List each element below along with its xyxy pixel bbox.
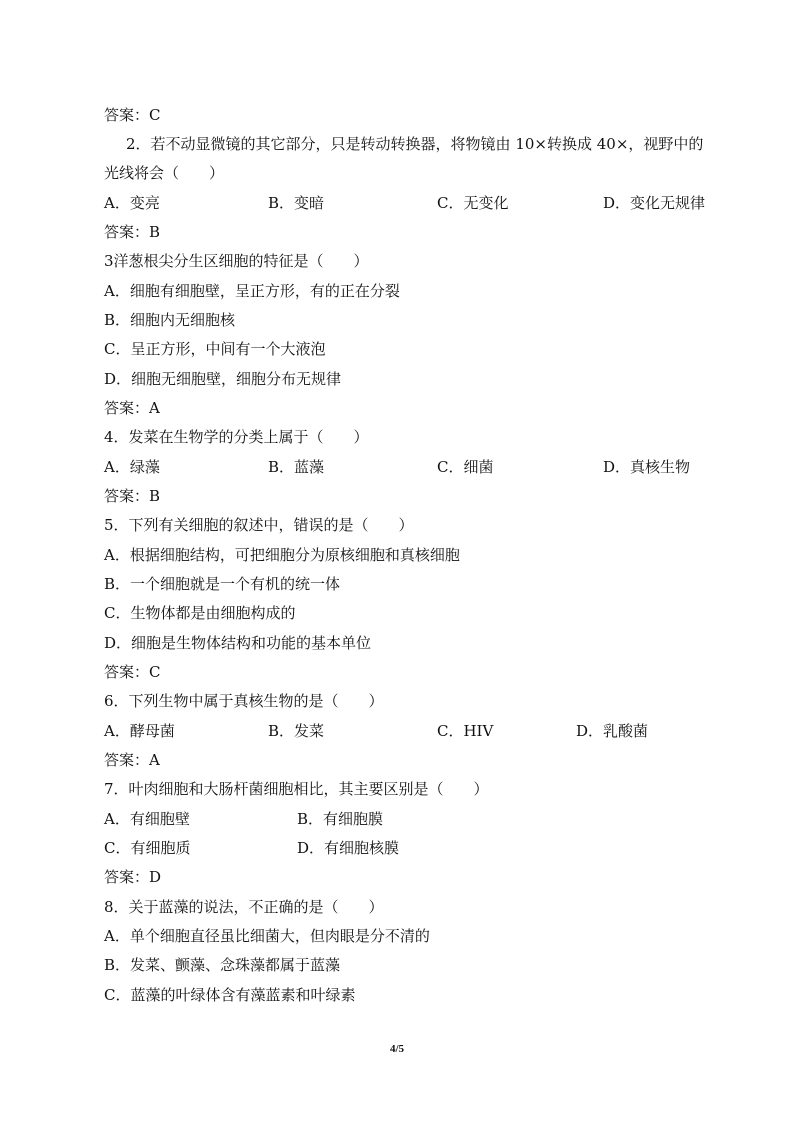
q5-option-c: C．生物体都是由细胞构成的 [104, 604, 296, 622]
q5-option-a: A．根据细胞结构，可把细胞分为原核细胞和真核细胞 [104, 546, 460, 564]
q2-option-b: B．变暗 [268, 194, 325, 212]
q7-option-a: A．有细胞壁 [104, 810, 190, 828]
q3-answer: 答案：A [104, 399, 160, 417]
q3-option-d: D．细胞无细胞壁，细胞分布无规律 [104, 370, 342, 388]
q2-stem-line1: 2．若不动显微镜的其它部分，只是转动转换器，将物镜由 10×转换成 40×，视野中的 [126, 135, 704, 153]
q7-option-b: B．有细胞膜 [297, 810, 384, 828]
q2-answer: 答案：B [104, 223, 161, 241]
q6-option-a: A．酵母菌 [104, 722, 175, 740]
q6-option-b: B．发菜 [268, 722, 325, 740]
page-number: 4/5 [389, 1043, 405, 1055]
q3-option-b: B．细胞内无细胞核 [104, 311, 236, 329]
q4-option-c: C．细菌 [437, 458, 494, 476]
q4-option-b: B．蓝藻 [268, 458, 325, 476]
q2-option-c: C．无变化 [437, 194, 509, 212]
q5-stem: 5．下列有关细胞的叙述中，错误的是（ ） [104, 516, 414, 534]
q4-stem: 4．发菜在生物学的分类上属于（ ） [104, 428, 369, 446]
q4-option-a: A．绿藻 [104, 458, 160, 476]
q2-stem-line2: 光线将会（ ） [104, 164, 225, 182]
q3-option-c: C．呈正方形，中间有一个大液泡 [104, 340, 326, 358]
q2-option-a: A．变亮 [104, 194, 160, 212]
q4-answer: 答案：B [104, 487, 161, 505]
q1-answer: 答案：C [104, 106, 161, 124]
q6-option-c: C．HIV [437, 722, 494, 740]
q8-option-b: B．发菜、颤藻、念珠藻都属于蓝藻 [104, 956, 341, 974]
q8-stem: 8．关于蓝藻的说法，不正确的是（ ） [104, 898, 384, 916]
q4-option-d: D．真核生物 [603, 458, 691, 476]
q3-option-a: A．细胞有细胞壁，呈正方形，有的正在分裂 [104, 282, 400, 300]
q2-option-d: D．变化无规律 [603, 194, 706, 212]
q5-answer: 答案：C [104, 663, 161, 681]
q6-stem: 6．下列生物中属于真核生物的是（ ） [104, 692, 384, 710]
q6-option-d: D．乳酸菌 [576, 722, 649, 740]
q8-option-c: C．蓝藻的叶绿体含有藻蓝素和叶绿素 [104, 986, 356, 1004]
q7-stem: 7．叶肉细胞和大肠杆菌细胞相比，其主要区别是（ ） [104, 780, 489, 798]
q5-option-b: B．一个细胞就是一个有机的统一体 [104, 575, 341, 593]
q8-option-a: A．单个细胞直径虽比细菌大，但肉眼是分不清的 [104, 927, 430, 945]
q6-answer: 答案：A [104, 751, 160, 769]
q7-answer: 答案：D [104, 868, 162, 886]
q7-option-d: D．有细胞核膜 [297, 839, 400, 857]
q7-option-c: C．有细胞质 [104, 839, 191, 857]
q3-stem: 3洋葱根尖分生区细胞的特征是（ ） [104, 252, 369, 270]
q5-option-d: D．细胞是生物体结构和功能的基本单位 [104, 634, 372, 652]
